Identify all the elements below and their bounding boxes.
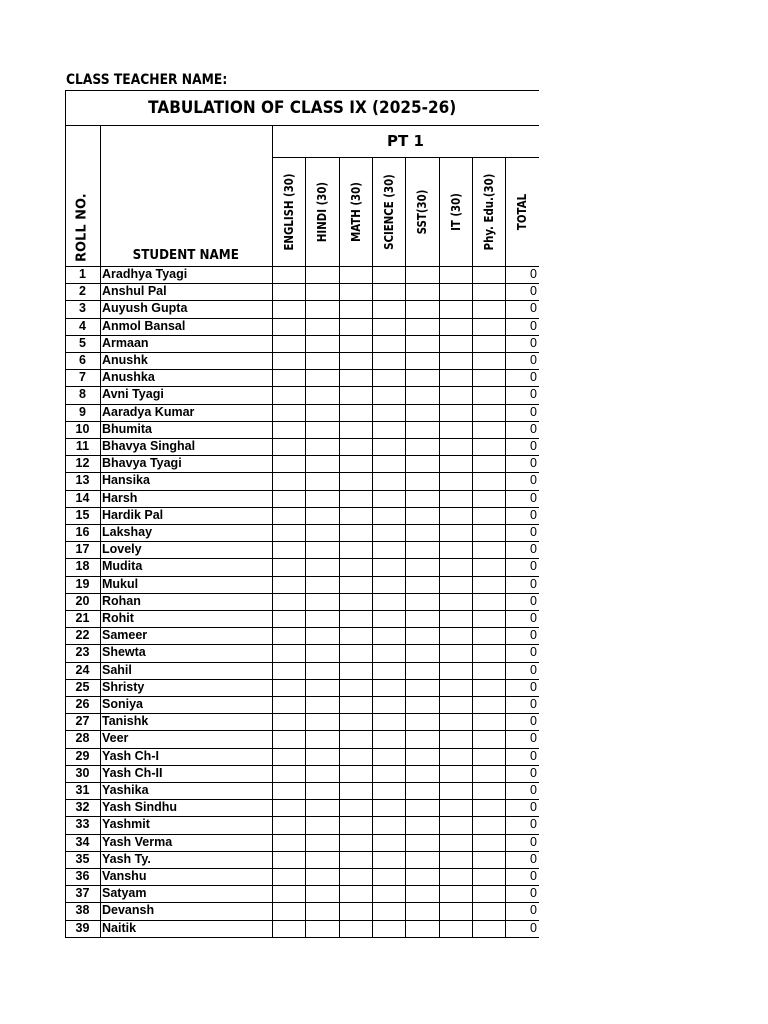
table-row xyxy=(65,541,539,558)
student-name: Bhavya Singhal xyxy=(102,439,196,453)
grid-hline xyxy=(65,283,539,284)
subject-header-science xyxy=(372,157,405,266)
table-row xyxy=(65,455,539,472)
student-name: Sahil xyxy=(102,662,132,677)
subject-header-text: ENGLISH (30) xyxy=(281,172,296,251)
roll-number: 30 xyxy=(75,765,90,780)
grid-hline xyxy=(65,593,539,594)
subject-header-text: IT (30) xyxy=(448,192,463,231)
total-value: 0 xyxy=(530,576,537,591)
student-name: Naitik xyxy=(102,920,137,935)
total-value: 0 xyxy=(530,490,537,505)
roll-no-header xyxy=(65,125,100,266)
table-row xyxy=(65,782,539,799)
student-name: Anmol Bansal xyxy=(102,318,186,333)
total-value: 0 xyxy=(530,679,537,694)
student-name: Aradhya Tyagi xyxy=(102,267,188,281)
total-value: 0 xyxy=(530,886,537,901)
student-name: Anushk xyxy=(102,353,148,367)
table-row xyxy=(65,472,539,489)
roll-number: 16 xyxy=(75,525,90,539)
total-value: 0 xyxy=(530,714,537,729)
total-value: 0 xyxy=(530,731,537,746)
grid-vline xyxy=(505,157,506,937)
table-row xyxy=(65,868,539,885)
student-name: Yash Ch-II xyxy=(102,765,163,780)
roll-number: 20 xyxy=(75,593,90,608)
total-value: 0 xyxy=(530,473,537,488)
total-value: 0 xyxy=(530,800,537,815)
roll-number: 37 xyxy=(75,886,90,901)
grid-hline xyxy=(65,352,539,353)
grid-hline xyxy=(65,920,539,921)
student-name: Armaan xyxy=(102,335,149,350)
table-row xyxy=(65,902,539,919)
grid-hline xyxy=(65,696,539,697)
student-name: Hardik Pal xyxy=(102,507,164,522)
subject-header-total xyxy=(505,157,538,266)
subject-header-text: MATH (30) xyxy=(348,181,363,242)
grid-hline xyxy=(65,125,539,126)
total-value: 0 xyxy=(530,662,537,677)
total-value: 0 xyxy=(530,542,537,557)
table-row xyxy=(65,438,539,455)
roll-number: 24 xyxy=(75,662,90,677)
student-name: Harsh xyxy=(102,490,138,505)
table-row xyxy=(65,576,539,593)
subject-header-phy-edu xyxy=(472,157,505,266)
student-name: Devansh xyxy=(102,903,155,918)
grid-hline xyxy=(65,902,539,903)
grid-hline xyxy=(65,834,539,835)
table-row xyxy=(65,799,539,816)
total-value: 0 xyxy=(530,645,537,660)
grid-vline xyxy=(472,157,473,937)
student-name: Sameer xyxy=(102,628,148,643)
total-value: 0 xyxy=(530,748,537,763)
subject-header-text: TOTAL xyxy=(514,193,529,230)
grid-hline xyxy=(65,266,539,267)
roll-number: 26 xyxy=(75,697,90,711)
grid-hline xyxy=(65,558,539,559)
grid-vline xyxy=(272,125,273,937)
table-row xyxy=(65,558,539,575)
total-value: 0 xyxy=(530,284,537,299)
grid-hline xyxy=(65,851,539,852)
table-row xyxy=(65,713,539,730)
student-name: Mudita xyxy=(102,559,143,574)
grid-hline xyxy=(65,679,539,680)
roll-number: 10 xyxy=(75,421,90,436)
grid-hline xyxy=(65,937,539,938)
roll-number: 21 xyxy=(75,611,90,625)
grid-vline xyxy=(372,157,373,937)
student-name: Bhumita xyxy=(102,421,152,436)
roll-number: 15 xyxy=(75,507,90,522)
table-row xyxy=(65,352,539,369)
student-name: Vanshu xyxy=(102,869,147,883)
student-name: Yash Ch-I xyxy=(102,748,159,763)
table-row xyxy=(65,610,539,627)
grid-hline xyxy=(65,730,539,731)
total-value: 0 xyxy=(530,370,537,385)
grid-hline xyxy=(65,404,539,405)
total-value: 0 xyxy=(530,851,537,866)
roll-number: 22 xyxy=(75,628,90,643)
table-row xyxy=(65,507,539,524)
total-value: 0 xyxy=(530,903,537,918)
total-value: 0 xyxy=(530,559,537,574)
roll-number: 14 xyxy=(75,490,90,505)
roll-no-header-text: ROLL NO. xyxy=(74,193,90,262)
roll-number: 33 xyxy=(75,817,90,832)
grid-hline xyxy=(65,627,539,628)
roll-number: 4 xyxy=(79,318,86,333)
student-name: Yash Verma xyxy=(102,834,173,849)
table-row xyxy=(65,885,539,902)
total-value: 0 xyxy=(530,353,537,367)
roll-number: 9 xyxy=(79,404,86,419)
total-value: 0 xyxy=(530,404,537,419)
table-row xyxy=(65,920,539,937)
subject-header-text: HINDI (30) xyxy=(314,181,329,242)
student-name: Avni Tyagi xyxy=(102,387,164,402)
grid-hline xyxy=(65,490,539,491)
student-name: Lakshay xyxy=(102,525,153,539)
student-name: Soniya xyxy=(102,697,143,711)
table-row xyxy=(65,816,539,833)
table-row xyxy=(65,300,539,317)
total-value: 0 xyxy=(530,318,537,333)
roll-number: 19 xyxy=(75,576,90,591)
total-value: 0 xyxy=(530,834,537,849)
grid-hline xyxy=(65,885,539,886)
subject-header-hindi xyxy=(305,157,338,266)
table-row xyxy=(65,851,539,868)
grid-hline xyxy=(65,90,539,91)
table-row xyxy=(65,524,539,541)
student-name: Yashmit xyxy=(102,817,150,832)
grid-hline xyxy=(65,455,539,456)
roll-number: 39 xyxy=(75,920,90,935)
roll-number: 12 xyxy=(75,456,90,471)
total-value: 0 xyxy=(530,817,537,832)
table-row xyxy=(65,369,539,386)
table-row xyxy=(65,335,539,352)
student-name: Lovely xyxy=(102,542,142,557)
roll-number: 29 xyxy=(75,748,90,763)
table-row xyxy=(65,283,539,300)
subject-header-text: SCIENCE (30) xyxy=(381,173,396,250)
grid-vline xyxy=(305,157,306,937)
grid-hline xyxy=(65,662,539,663)
table-row xyxy=(65,404,539,421)
roll-number: 5 xyxy=(79,335,86,350)
roll-number: 8 xyxy=(79,387,86,402)
grid-hline xyxy=(65,335,539,336)
roll-number: 13 xyxy=(75,473,90,488)
table-row xyxy=(65,318,539,335)
table-row xyxy=(65,834,539,851)
class-teacher-label: CLASS TEACHER NAME: xyxy=(66,72,228,88)
student-name: Satyam xyxy=(102,886,147,901)
grid-hline xyxy=(65,713,539,714)
total-value: 0 xyxy=(530,456,537,471)
subject-header-text: SST(30) xyxy=(414,189,429,234)
roll-number: 35 xyxy=(75,851,90,866)
grid-hline xyxy=(65,748,539,749)
total-value: 0 xyxy=(530,301,537,316)
grid-hline xyxy=(65,300,539,301)
subject-header-sst xyxy=(405,157,438,266)
table-row xyxy=(65,696,539,713)
grid-hline xyxy=(65,816,539,817)
grid-hline xyxy=(65,765,539,766)
grid-vline xyxy=(100,125,101,937)
sheet-title xyxy=(65,90,539,125)
grid-vline xyxy=(65,90,66,937)
subject-header-math xyxy=(339,157,372,266)
table-row xyxy=(65,490,539,507)
student-name: Bhavya Tyagi xyxy=(102,456,182,471)
table-row xyxy=(65,644,539,661)
grid-hline xyxy=(65,610,539,611)
grid-hline xyxy=(65,438,539,439)
total-value: 0 xyxy=(530,507,537,522)
total-value: 0 xyxy=(530,783,537,797)
total-value: 0 xyxy=(530,628,537,643)
grid-hline xyxy=(65,541,539,542)
total-value: 0 xyxy=(530,421,537,436)
student-name: Mukul xyxy=(102,576,139,591)
total-value: 0 xyxy=(530,869,537,883)
grid-hline xyxy=(65,782,539,783)
subject-header-it xyxy=(439,157,472,266)
roll-number: 1 xyxy=(79,267,86,281)
total-value: 0 xyxy=(530,593,537,608)
grid-hline xyxy=(65,421,539,422)
student-name: Shristy xyxy=(102,679,145,694)
table-row xyxy=(65,730,539,747)
student-name: Yash Sindhu xyxy=(102,800,178,815)
student-name: Rohan xyxy=(102,593,141,608)
grid-hline xyxy=(65,369,539,370)
roll-number: 3 xyxy=(79,301,86,316)
table-row xyxy=(65,386,539,403)
student-name: Yash Ty. xyxy=(102,851,151,866)
total-value: 0 xyxy=(530,525,537,539)
grid-hline xyxy=(65,507,539,508)
grid-vline xyxy=(439,157,440,937)
table-row xyxy=(65,593,539,610)
grid-hline xyxy=(65,472,539,473)
grid-hline xyxy=(65,799,539,800)
student-name: Tanishk xyxy=(102,714,149,729)
table-row xyxy=(65,662,539,679)
roll-number: 27 xyxy=(75,714,90,729)
subject-header-text: Phy. Edu.(30) xyxy=(481,173,496,250)
table-row xyxy=(65,679,539,696)
grid-hline xyxy=(65,318,539,319)
roll-number: 38 xyxy=(75,903,90,918)
total-value: 0 xyxy=(530,387,537,402)
roll-number: 36 xyxy=(75,869,90,883)
test-label: PT 1 xyxy=(387,132,424,150)
student-name: Aaradya Kumar xyxy=(102,404,195,419)
subject-header-english xyxy=(272,157,305,266)
roll-number: 18 xyxy=(75,559,90,574)
table-row xyxy=(65,765,539,782)
total-value: 0 xyxy=(530,611,537,625)
roll-number: 7 xyxy=(79,370,86,385)
student-name: Yashika xyxy=(102,783,149,797)
student-name-header xyxy=(100,248,272,266)
grid-hline xyxy=(65,576,539,577)
student-name: Anushka xyxy=(102,370,155,385)
total-value: 0 xyxy=(530,267,537,281)
total-value: 0 xyxy=(530,765,537,780)
sheet-title-text: TABULATION OF CLASS IX (2025-26) xyxy=(147,97,457,118)
table-row xyxy=(65,748,539,765)
grid-hline xyxy=(65,386,539,387)
roll-number: 31 xyxy=(75,783,90,797)
student-name: Anshul Pal xyxy=(102,284,167,299)
roll-number: 32 xyxy=(75,800,90,815)
student-name: Veer xyxy=(102,731,129,746)
student-name-header-text: STUDENT NAME xyxy=(132,248,240,263)
student-name: Hansika xyxy=(102,473,150,488)
student-name: Shewta xyxy=(102,645,146,660)
roll-number: 11 xyxy=(75,439,90,453)
roll-number: 2 xyxy=(79,284,86,299)
roll-number: 28 xyxy=(75,731,90,746)
grid-hline xyxy=(65,644,539,645)
roll-number: 23 xyxy=(75,645,90,660)
roll-number: 17 xyxy=(75,542,90,557)
grid-vline xyxy=(405,157,406,937)
student-name: Auyush Gupta xyxy=(102,301,188,316)
grid-vline xyxy=(339,157,340,937)
roll-number: 6 xyxy=(79,353,86,367)
table-row xyxy=(65,266,539,283)
total-value: 0 xyxy=(530,697,537,711)
grid-hline xyxy=(65,868,539,869)
student-name: Rohit xyxy=(102,611,134,625)
total-value: 0 xyxy=(530,335,537,350)
roll-number: 25 xyxy=(75,679,90,694)
roll-number: 34 xyxy=(75,834,90,849)
table-row xyxy=(65,421,539,438)
table-row xyxy=(65,627,539,644)
total-value: 0 xyxy=(530,439,537,453)
total-value: 0 xyxy=(530,920,537,935)
grid-hline xyxy=(65,524,539,525)
